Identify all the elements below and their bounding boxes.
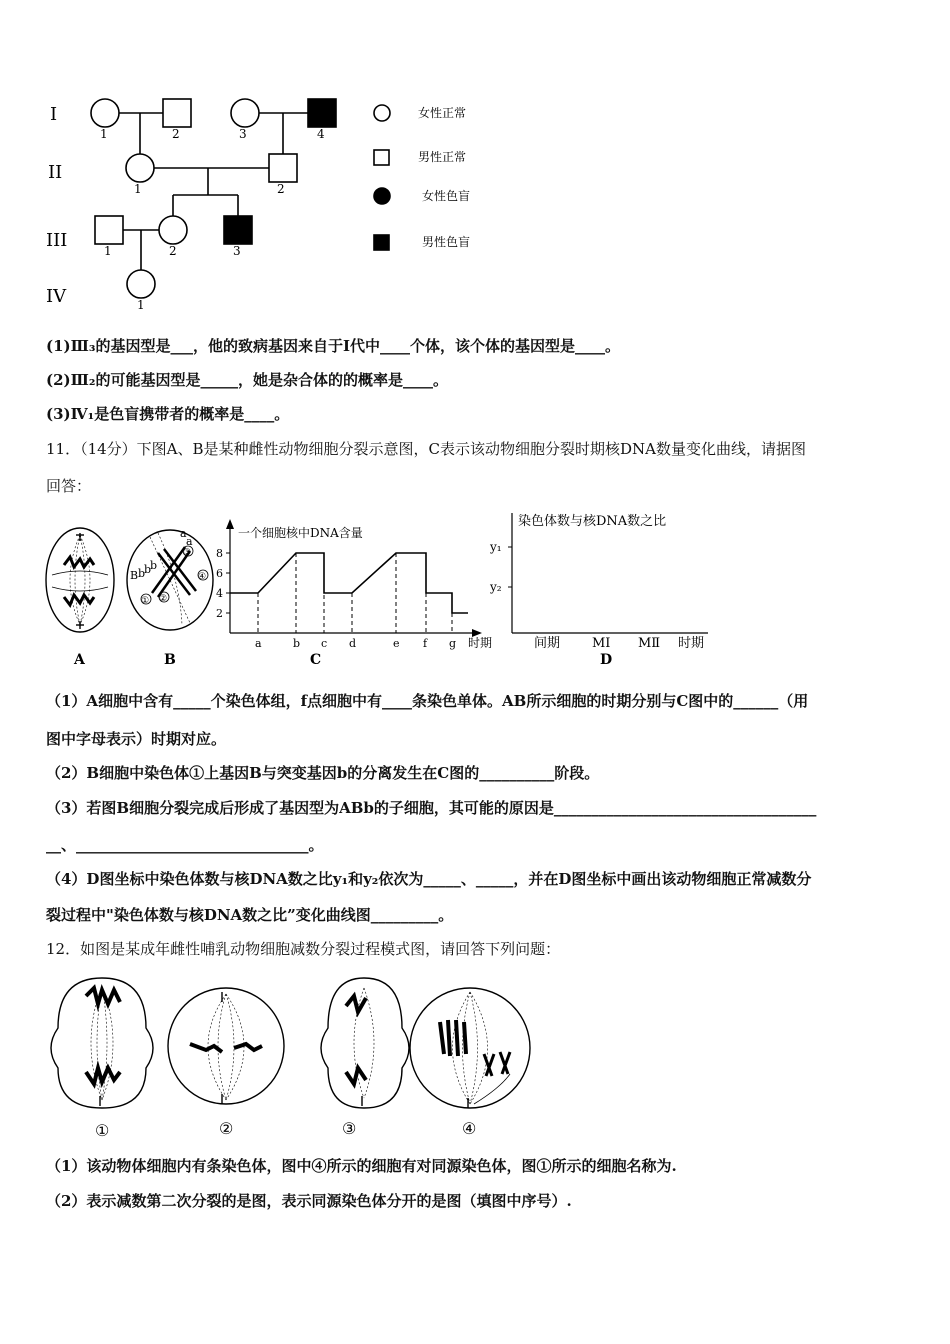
chart-c-xtick-d: d (349, 637, 357, 650)
label-b: B (164, 652, 176, 668)
q12-question-2: （2）表示减数第二次分裂的是图，表示同源染色体分开的是图（填图中序号）. (46, 1192, 572, 1210)
legend-male-affected-symbol (374, 235, 389, 250)
q11-question-4-line-1: （4）D图坐标中染色体数与核DNA数之比y₁和y₂依次为_____、_____，并在D图坐标中画出该动物细胞正常减数分 (46, 870, 812, 888)
cell-a-diagram (46, 528, 114, 632)
chart-d-xtick-m1: MⅠ (592, 636, 611, 651)
pedigree-i2-male (163, 99, 191, 127)
cell-b-chrom-1: ① (141, 596, 150, 606)
pedigree-iv1-female (127, 270, 155, 298)
chart-c-xtick-g: g (449, 637, 457, 650)
q12-label-4: ④ (462, 1119, 477, 1138)
pedigree-num-i3: 3 (239, 127, 247, 141)
chart-c-xtick-f: f (423, 637, 428, 650)
label-c: C (310, 652, 322, 668)
legend-female-normal-symbol (374, 105, 390, 121)
label-a: A (74, 652, 85, 668)
pedigree-iii1-male (95, 216, 123, 244)
chart-c-xtick-a: a (255, 637, 262, 650)
q12-cell-2 (168, 988, 284, 1104)
pedigree-num-iv1: 1 (137, 298, 145, 312)
generation-label-iv: IV (46, 286, 67, 307)
chart-d-ytick-y2: y₂ (490, 580, 502, 594)
chart-d-xtick-interphase: 间期 (534, 636, 561, 651)
chart-d-ytick-y1: y₁ (490, 540, 502, 554)
q12-cell-3 (321, 978, 409, 1108)
chart-c-ytick-label: 4 (216, 587, 223, 600)
q10-question-3: (3)Ⅳ₁是色盲携带者的概率是____。 (46, 405, 290, 423)
pedigree-num-i1: 1 (100, 127, 108, 141)
q11-question-3-line-2: __、_______________________________。 (46, 836, 324, 854)
pedigree-num-iii3: 3 (233, 244, 241, 258)
legend-female-normal-label: 女性正常 (418, 106, 467, 120)
pedigree-figure (40, 90, 500, 320)
chart-c-ytick-label: 2 (216, 607, 223, 620)
cell-b-chrom-3: ③ (183, 548, 192, 558)
q11-question-4-line-2: 裂过程中"染色体数与核DNA数之比”变化曲线图_________。 (46, 906, 454, 924)
pedigree-num-ii2: 2 (277, 182, 285, 196)
pedigree-num-ii1: 1 (134, 182, 142, 196)
cell-b-gene-b1: b (138, 567, 146, 580)
q12-cell-4 (410, 988, 530, 1108)
cell-b-chrom-2: ② (159, 594, 168, 604)
q12-question-1: （1）该动物体细胞内有条染色体，图中④所示的细胞有对同源染色体，图①所示的细胞名称为. (46, 1157, 677, 1175)
cell-b-gene-B: B (130, 569, 139, 582)
q12-cell-1 (51, 978, 153, 1108)
chart-d-title: 染色体数与核DNA数之比 (518, 514, 667, 529)
generation-label-ii: II (48, 162, 63, 183)
q11-question-3-line-1: （3）若图B细胞分裂完成后形成了基因型为ABb的子细胞，其可能的原因是___________________________________ (46, 799, 817, 817)
pedigree-iii2-female (159, 216, 187, 244)
cell-b-chrom-4: ④ (198, 572, 207, 582)
chart-c (216, 519, 492, 650)
q11-question-1-line-2: 图中字母表示）时期对应。 (46, 730, 227, 748)
pedigree-iii3-male-affected (224, 216, 252, 244)
generation-label-i: I (50, 104, 58, 125)
label-d: D (600, 652, 613, 668)
chart-c-xtick-b: b (293, 637, 301, 650)
pedigree-num-iii2: 2 (169, 244, 177, 258)
q12-figure (40, 968, 540, 1143)
q11-question-1-line-1: （1）A细胞中含有_____个染色体组，f点细胞中有____条染色单体。AB所示细胞的时期分别与C图中的______（用 (46, 692, 809, 710)
cell-b-gene-a2: a (186, 535, 193, 548)
chart-d-xtick-period: 时期 (678, 636, 705, 651)
pedigree-i3-female (231, 99, 259, 127)
pedigree-num-i2: 2 (172, 127, 180, 141)
cell-b-gene-b3: b (150, 559, 158, 572)
generation-label-iii: III (46, 230, 68, 251)
chart-c-ytick-label: 6 (216, 567, 223, 580)
chart-d (489, 513, 708, 651)
pedigree-ii2-male (269, 154, 297, 182)
pedigree-num-i4: 4 (317, 127, 325, 141)
chart-c-xtick-e: e (393, 637, 400, 650)
q12-label-2: ② (219, 1119, 234, 1138)
chart-d-xtick-m2: MⅡ (638, 636, 661, 651)
chart-c-ytick-label: 8 (216, 547, 223, 560)
chart-c-dna-line (230, 553, 468, 613)
pedigree-num-iii1: 1 (104, 244, 112, 258)
pedigree-i4-male-affected (308, 99, 336, 127)
q10-question-1: (1)Ⅲ₃的基因型是___，他的致病基因来自于Ⅰ代中____个体，该个体的基因型是____。 (46, 337, 620, 355)
chart-c-xtick-c: c (321, 637, 328, 650)
chart-c-title: 一个细胞核中DNA含量 (238, 526, 363, 540)
q11-figure (40, 505, 730, 675)
q10-question-2: (2)Ⅲ₂的可能基因型是_____，她是杂合体的的概率是____。 (46, 371, 448, 389)
legend-male-affected-label: 男性色盲 (422, 235, 471, 249)
legend-female-affected-symbol (374, 188, 390, 204)
q12-label-3: ③ (342, 1119, 357, 1138)
legend-male-normal-label: 男性正常 (418, 150, 467, 164)
legend-male-normal-symbol (374, 150, 389, 165)
pedigree-i1-female (91, 99, 119, 127)
cell-b-gene-a1: a (180, 527, 187, 540)
q12-intro: 12．如图是某成年雌性哺乳动物细胞减数分裂过程模式图，请回答下列问题： (46, 940, 561, 958)
legend-female-affected-label: 女性色盲 (422, 189, 471, 203)
pedigree-ii1-female (126, 154, 154, 182)
q11-intro-line-1: 11．（14分）下图A、B是某种雌性动物细胞分裂示意图，C表示该动物细胞分裂时期核DNA数量变化曲线，请据图 (46, 440, 806, 458)
q11-intro-line-2: 回答： (46, 477, 92, 495)
q11-question-2: （2）B细胞中染色体①上基因B与突变基因b的分离发生在C图的__________阶段。 (46, 764, 600, 782)
q12-label-1: ① (95, 1121, 110, 1140)
cell-b-gene-b2: b (144, 563, 152, 576)
chart-c-xlabel: 时期 (468, 636, 493, 650)
